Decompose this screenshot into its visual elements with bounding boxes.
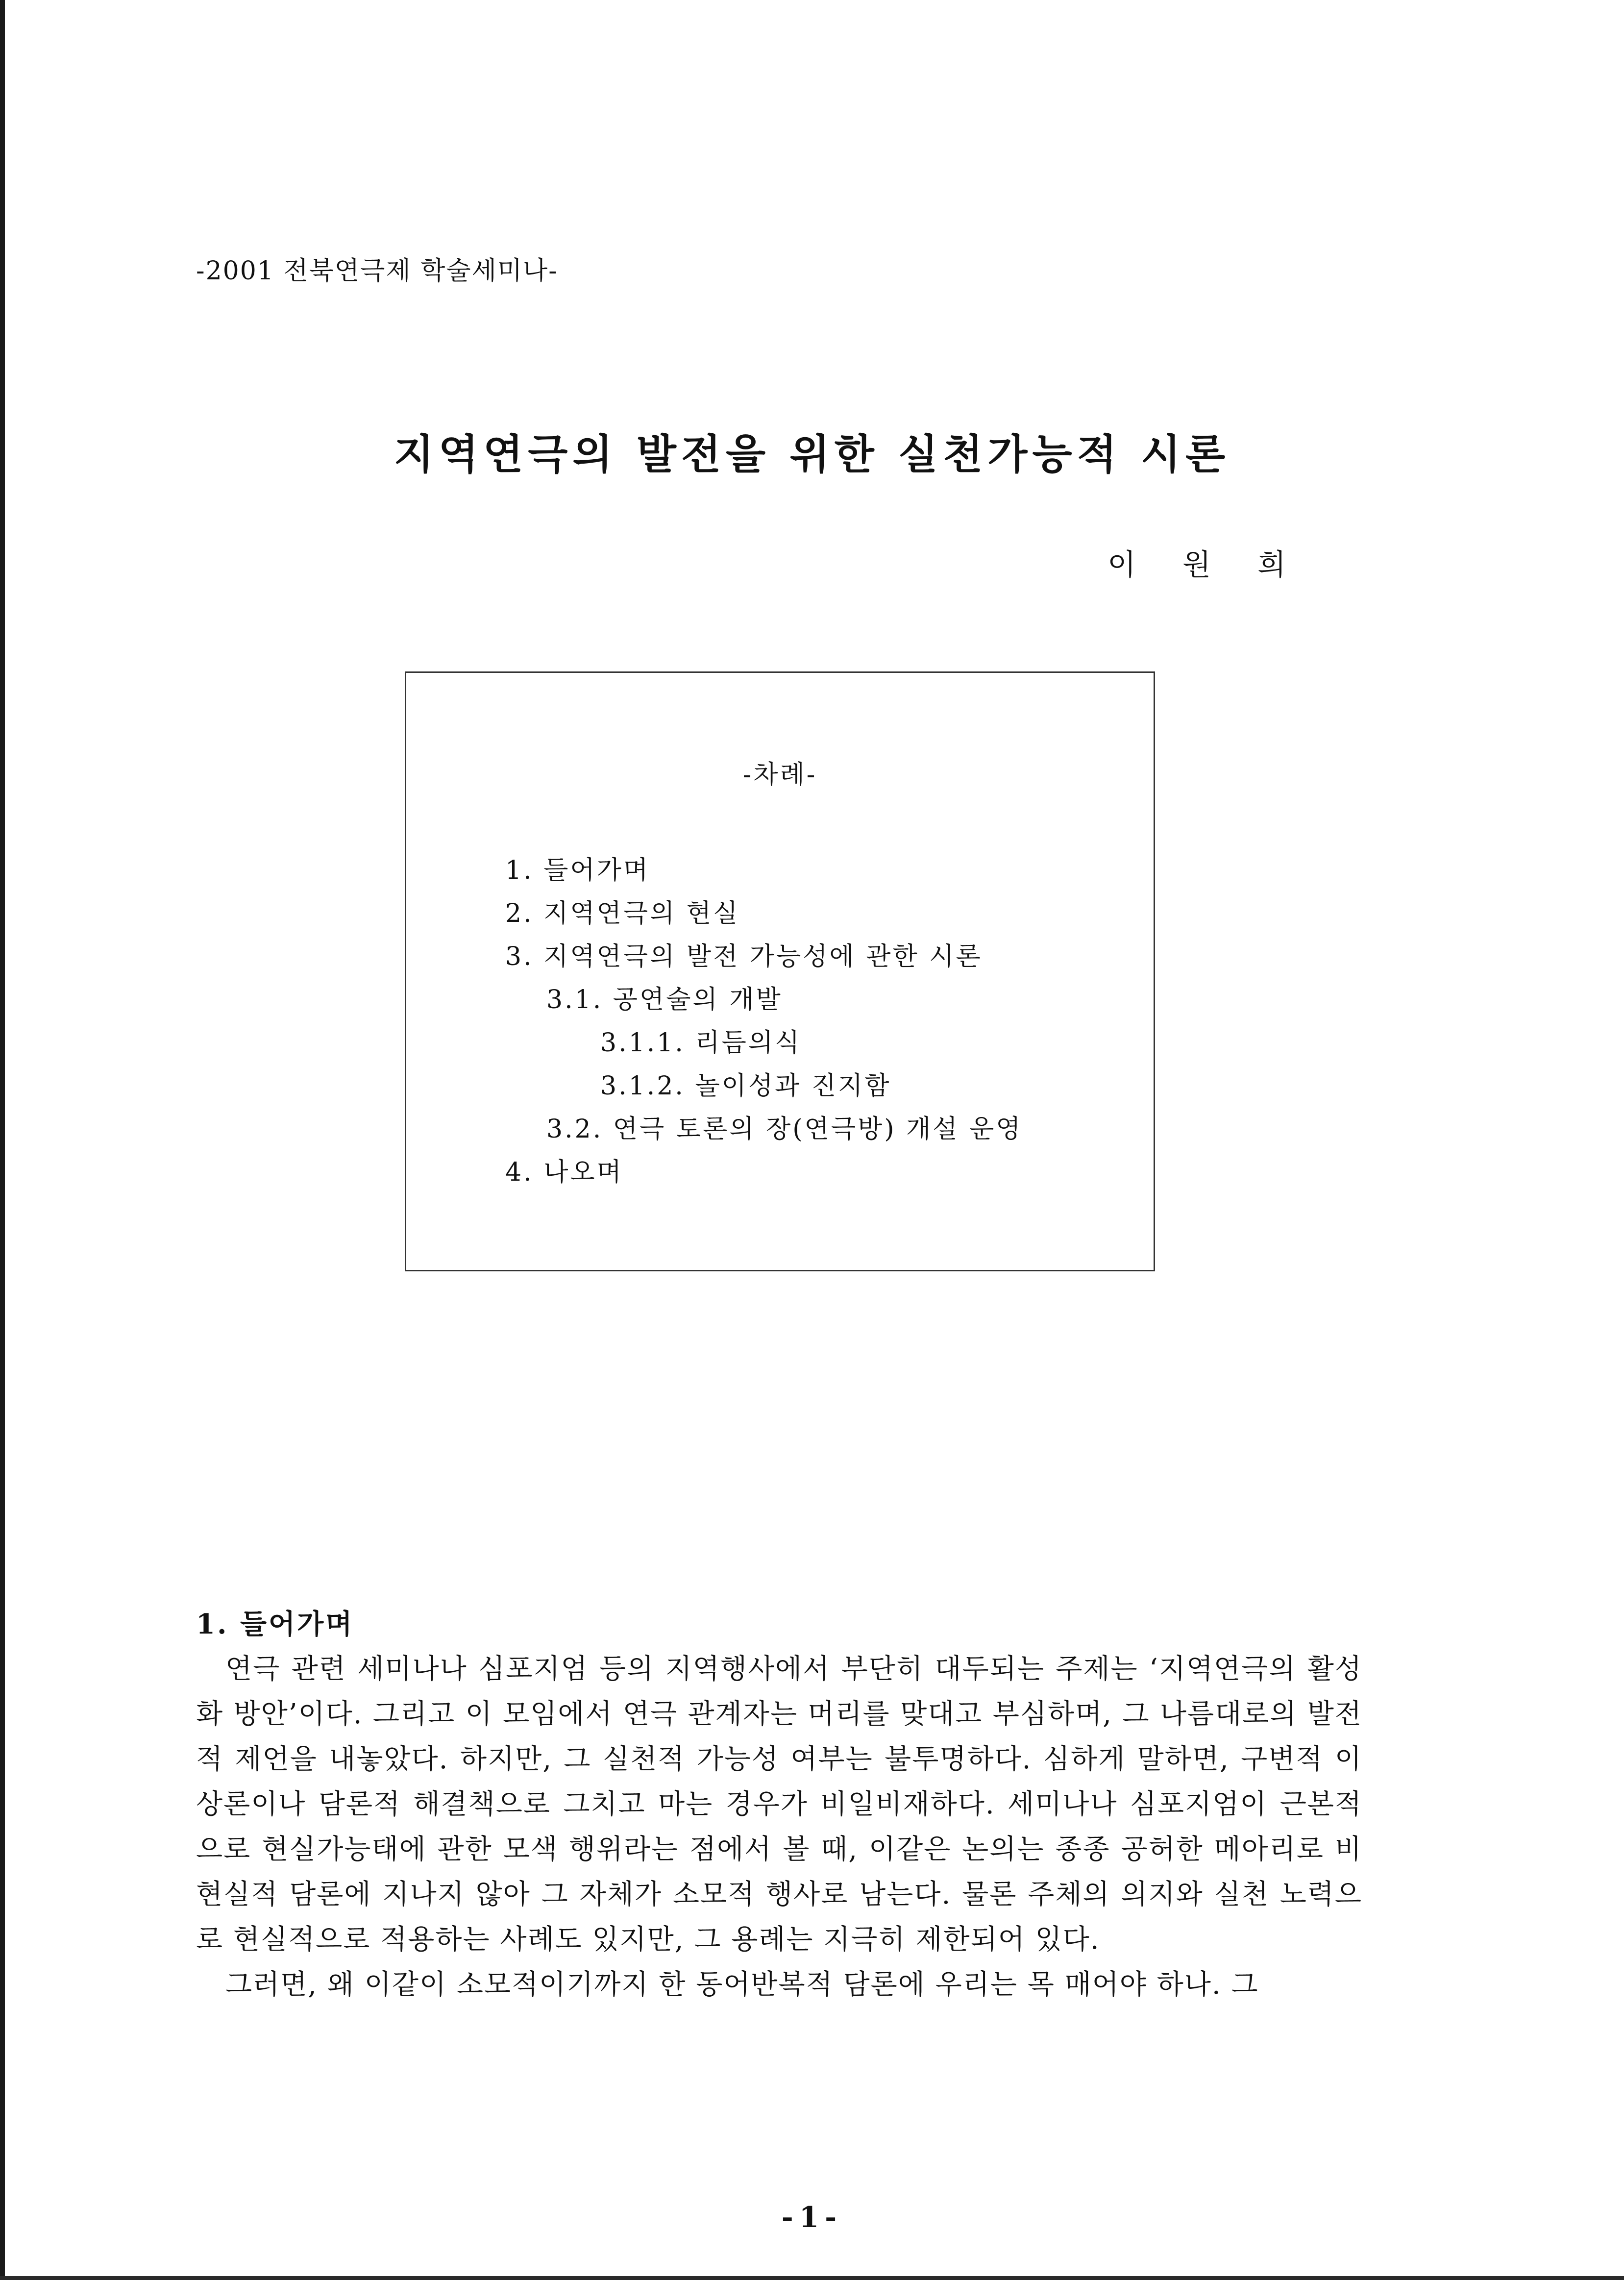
body-paragraph: 그러면, 왜 이같이 소모적이기까지 한 동어반복적 담론에 우리는 목 매어야 하나. 그 [225, 1969, 1259, 2001]
toc-item: 3.1.1. 리듬의식 [600, 1028, 802, 1058]
toc-item: 3.1. 공연술의 개발 [546, 985, 783, 1015]
page-title: 지역연극의 발전을 위한 실천가능적 시론 [394, 430, 1230, 478]
section-body [196, 1647, 1362, 2007]
seminar-header: -2001 전북연극제 학술세미나- [196, 256, 558, 286]
toc-item: 3.2. 연극 토론의 장(연극방) 개설 운영 [546, 1115, 1023, 1144]
author-name: 이 원 희 [1107, 548, 1296, 582]
scan-left-edge [0, 0, 5, 2280]
toc-item: 2. 지역연극의 현실 [505, 899, 740, 928]
section-heading: 1. 들어가며 [196, 1608, 354, 1640]
toc-item: 4. 나오며 [505, 1158, 623, 1187]
scan-bottom-edge [0, 2276, 1624, 2280]
toc-item: 3.1.2. 놀이성과 진지함 [600, 1071, 891, 1101]
toc-item: 1. 들어가며 [505, 856, 650, 885]
table-of-contents [405, 671, 1155, 1271]
page-number: -1- [781, 2201, 843, 2234]
toc-heading: -차례- [742, 760, 817, 790]
body-paragraph: 연극 관련 세미나나 심포지엄 등의 지역행사에서 부단히 대두되는 주제는 ‘지역연극의 활성화 방안’이다. 그리고 이 모임에서 연극 관계자는 머리를 맞대고 부심하며, 그 나름대로의 발전적 제언을 내놓았다. 하지만, 그 실천적 가능성 여부는 불투명하다. 심하게 말하면, 구변적 이상론이나 담론적 해결책으로 그치고 마는 경우가 비일비재하다. 세미나나 심포지엄이 근본적으로 현실가능태에 관한 모색 행위라는 점에서 볼 때, 이같은 논의는 종종 공허한 메아리로 비현실적 담론에 지나지 않아 그 자체가 소모적 행사로 남는다. 물론 주체의 의지와 실천 노력으로 현실적으로 적용하는 사례도 있지만, 그 용례는 지극히 제한되어 있다. [196, 1653, 1362, 1956]
toc-item: 3. 지역연극의 발전 가능성에 관한 시론 [505, 942, 983, 971]
